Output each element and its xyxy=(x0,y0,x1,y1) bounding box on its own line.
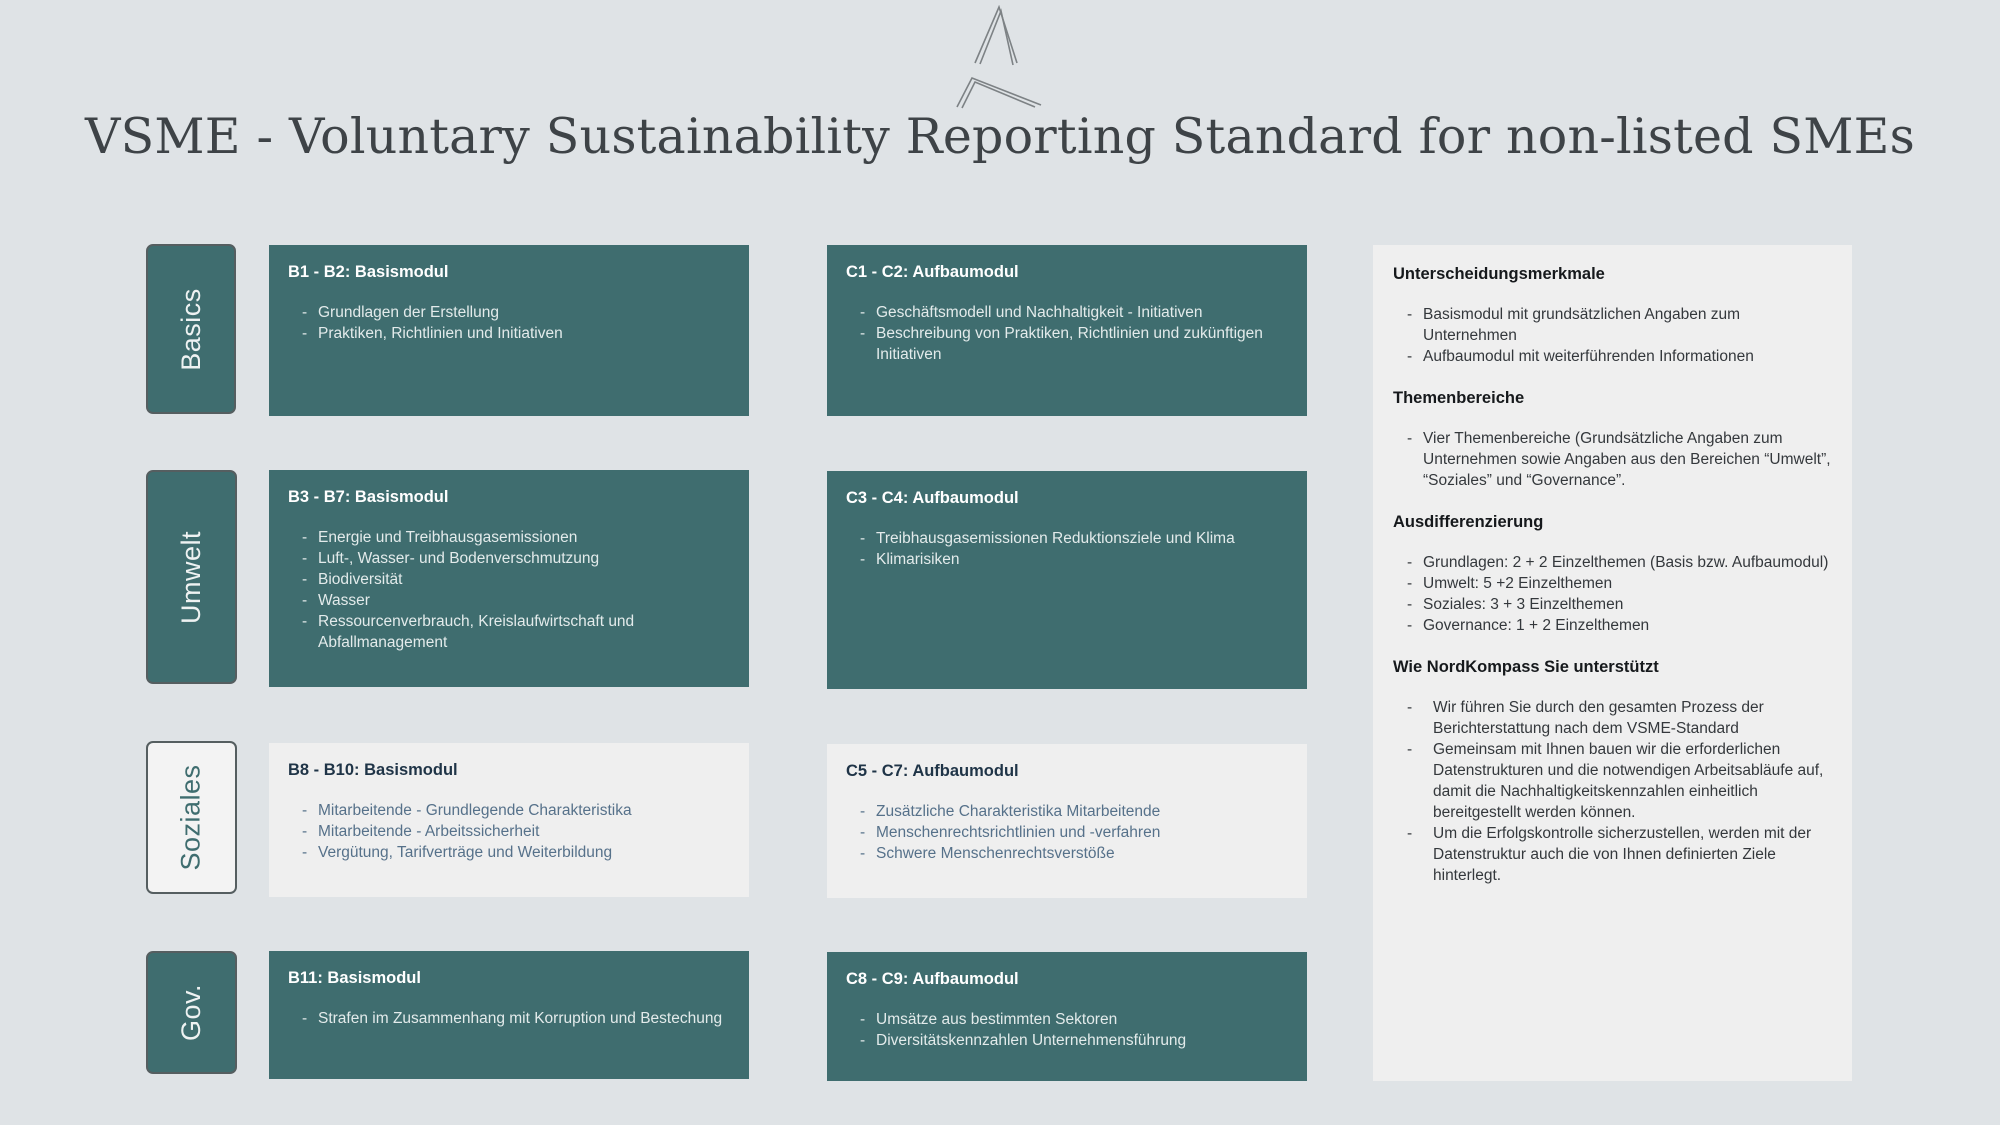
info-panel xyxy=(1373,245,1852,1081)
box-title: C1 - C2: Aufbaumodul xyxy=(846,263,1019,281)
info-list xyxy=(1393,697,1832,886)
topic-list xyxy=(846,302,1287,365)
box-title: B8 - B10: Basismodul xyxy=(288,761,458,779)
list-item: - Vergütung, Tarifverträge und Weiterbildung xyxy=(302,842,729,863)
list-item: - Aufbaumodul mit weiterführenden Informationen xyxy=(1407,346,1832,367)
topic-list xyxy=(288,800,729,863)
info-heading: Themenbereiche xyxy=(1393,389,1525,407)
list-item: - Zusätzliche Charakteristika Mitarbeitende xyxy=(860,801,1287,822)
list-item: - Schwere Menschenrechtsverstöße xyxy=(860,843,1287,864)
box-title: C3 - C4: Aufbaumodul xyxy=(846,489,1019,507)
basismodul-box-basics xyxy=(269,245,749,416)
list-item: - Um die Erfolgskontrolle sicherzustellen, werden mit der Datenstruktur auch die von Ihnen definierten Ziele hinterlegt. xyxy=(1407,823,1832,886)
list-item: - Geschäftsmodell und Nachhaltigkeit - Initiativen xyxy=(860,302,1287,323)
topic-list xyxy=(846,528,1287,570)
aufbaumodul-box-gov xyxy=(827,952,1307,1081)
list-item: - Governance: 1 + 2 Einzelthemen xyxy=(1407,615,1832,636)
info-list xyxy=(1393,428,1832,491)
info-heading: Ausdifferenzierung xyxy=(1393,513,1544,531)
list-item: - Basismodul mit grundsätzlichen Angaben zum Unternehmen xyxy=(1407,304,1832,346)
list-item: - Beschreibung von Praktiken, Richtlinien und zukünftigen Initiativen xyxy=(860,323,1287,365)
topic-list xyxy=(288,527,729,653)
list-item: - Energie und Treibhausgasemissionen xyxy=(302,527,729,548)
row-label-gov xyxy=(146,951,237,1074)
list-item: - Vier Themenbereiche (Grundsätzliche Angaben zum Unternehmen sowie Angaben aus den Bereichen “Umwelt”, “Soziales” und “Governance”. xyxy=(1407,428,1832,491)
list-item: - Grundlagen: 2 + 2 Einzelthemen (Basis bzw. Aufbaumodul) xyxy=(1407,552,1832,573)
box-title: B3 - B7: Basismodul xyxy=(288,488,449,506)
box-title: C8 - C9: Aufbaumodul xyxy=(846,970,1019,988)
info-heading: Unterscheidungsmerkmale xyxy=(1393,265,1605,283)
basismodul-box-umwelt xyxy=(269,470,749,687)
list-item: - Ressourcenverbrauch, Kreislaufwirtschaft und Abfallmanagement xyxy=(302,611,729,653)
list-item: - Luft-, Wasser- und Bodenverschmutzung xyxy=(302,548,729,569)
topic-list xyxy=(288,1008,729,1029)
aufbaumodul-box-soziales xyxy=(827,744,1307,898)
page-title: VSME - Voluntary Sustainability Reporting Standard for non-listed SMEs xyxy=(85,108,1915,165)
topic-list xyxy=(846,1009,1287,1051)
list-item: - Wasser xyxy=(302,590,729,611)
aufbaumodul-box-basics xyxy=(827,245,1307,416)
box-title: B11: Basismodul xyxy=(288,969,421,987)
row-label-text: Soziales xyxy=(176,764,206,871)
row-label-text: Umwelt xyxy=(176,530,207,624)
list-item: - Treibhausgasemissionen Reduktionsziele und Klima xyxy=(860,528,1287,549)
box-title: C5 - C7: Aufbaumodul xyxy=(846,762,1019,780)
list-item: - Mitarbeitende - Arbeitssicherheit xyxy=(302,821,729,842)
box-title: B1 - B2: Basismodul xyxy=(288,263,449,281)
info-heading: Wie NordKompass Sie unterstützt xyxy=(1393,658,1659,676)
info-list xyxy=(1393,552,1832,636)
list-item: - Menschenrechtsrichtlinien und -verfahren xyxy=(860,822,1287,843)
list-item: - Strafen im Zusammenhang mit Korruption und Bestechung xyxy=(302,1008,729,1029)
list-item: - Gemeinsam mit Ihnen bauen wir die erforderlichen Datenstrukturen und die notwendigen Arbeitsabläufe auf, damit die Nachhaltigkeitskennzahlen einheitlich bereitgestellt werden können. xyxy=(1407,739,1832,823)
row-label-soziales xyxy=(146,741,237,894)
basismodul-box-gov xyxy=(269,951,749,1079)
info-list xyxy=(1393,304,1832,367)
list-item: - Umsätze aus bestimmten Sektoren xyxy=(860,1009,1287,1030)
list-item: - Mitarbeitende - Grundlegende Charakteristika xyxy=(302,800,729,821)
list-item: - Praktiken, Richtlinien und Initiativen xyxy=(302,323,729,344)
list-item: - Umwelt: 5 +2 Einzelthemen xyxy=(1407,573,1832,594)
aufbaumodul-box-umwelt xyxy=(827,471,1307,689)
list-item: - Soziales: 3 + 3 Einzelthemen xyxy=(1407,594,1832,615)
row-label-text: Gov. xyxy=(175,983,206,1042)
row-label-basics xyxy=(146,244,236,414)
list-item: - Klimarisiken xyxy=(860,549,1287,570)
row-label-text: Basics xyxy=(175,287,206,371)
list-item: - Wir führen Sie durch den gesamten Prozess der Berichterstattung nach dem VSME-Standard xyxy=(1407,697,1832,739)
compass-logo-icon xyxy=(955,5,1045,111)
list-item: - Diversitätskennzahlen Unternehmensführung xyxy=(860,1030,1287,1051)
list-item: - Grundlagen der Erstellung xyxy=(302,302,729,323)
list-item: - Biodiversität xyxy=(302,569,729,590)
topic-list xyxy=(846,801,1287,864)
basismodul-box-soziales xyxy=(269,743,749,897)
topic-list xyxy=(288,302,729,344)
row-label-umwelt xyxy=(146,470,237,684)
